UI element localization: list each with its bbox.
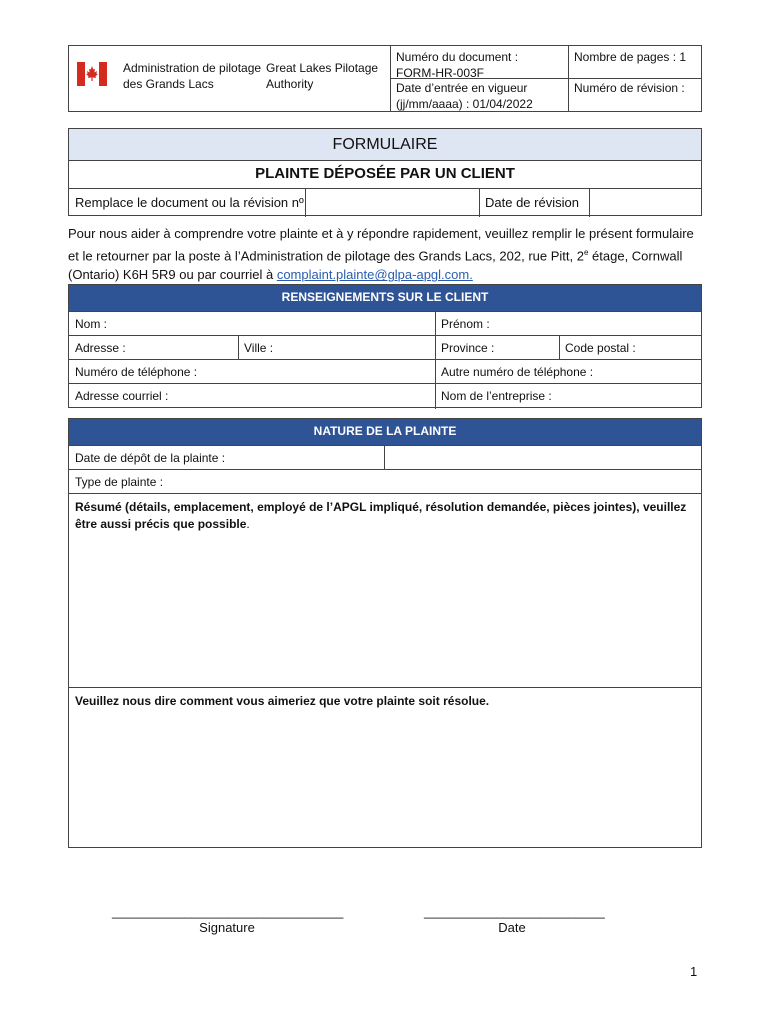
entreprise-label: Nom de l’entreprise : (441, 389, 552, 403)
form-title-block (68, 128, 702, 216)
date-line[interactable]: _________________________ (424, 904, 605, 919)
replaces-field[interactable] (305, 188, 479, 217)
telephone-label: Numéro de téléphone : (75, 365, 198, 379)
date-depot-field[interactable] (385, 446, 701, 469)
canada-flag-icon (77, 62, 107, 86)
nom-label: Nom : (75, 317, 108, 331)
resume-label: Résumé (détails, emplacement, employé de l’APGL impliqué, résolution demandée, pièces jointes), veuillez être aussi précis que possible (75, 500, 687, 531)
page-number: 1 (690, 964, 698, 979)
doc-number: FORM-HR-003F (396, 66, 485, 80)
resume-field[interactable] (69, 529, 701, 685)
date-label: Date (498, 920, 526, 935)
date-depot-label: Date de dépôt de la plainte : (75, 451, 226, 465)
resolution-field[interactable] (69, 714, 701, 846)
signature-line[interactable]: ________________________________ (112, 904, 344, 919)
code-postal-label: Code postal : (565, 341, 636, 355)
resolution-label: Veuillez nous dire comment vous aimeriez que votre plainte soit résolue. (75, 694, 490, 708)
revision-date-label: Date de révision (485, 195, 579, 210)
courriel-label: Adresse courriel : (75, 389, 169, 403)
email-link[interactable]: complaint.plainte@glpa-apgl.com. (276, 267, 473, 283)
type-plainte-label: Type de plainte : (75, 475, 164, 489)
form-title: FORMULAIRE (69, 129, 701, 161)
form-subtitle: PLAINTE DÉPOSÉE PAR UN CLIENT (69, 160, 701, 189)
org-name-en: Great Lakes Pilotage Authority (266, 61, 379, 91)
intro-paragraph: Pour nous aider à comprendre votre plainte et à y répondre rapidement, veuillez remplir le présent formulaire et le retourner par la poste à l’Administration de pilotage des Grands Lacs, 202, rue Pitt, 2e étage, Cornwall (Ontario) K6H 5R9 ou par courriel à complaint.plainte@glpa-apgl.com. (68, 226, 694, 283)
prenom-label: Prénom : (441, 317, 490, 331)
complaint-nature-heading: NATURE DE LA PLAINTE (69, 419, 701, 445)
ville-label: Ville : (244, 341, 274, 355)
revision-number-label: Numéro de révision : (574, 81, 685, 95)
province-label: Province : (441, 341, 495, 355)
client-info-section (68, 284, 702, 408)
signature-label: Signature (199, 920, 255, 935)
replaces-label: Remplace le document ou la révision nº (75, 195, 304, 210)
doc-number-label: Numéro du document : (396, 50, 519, 64)
org-name-fr: Administration de pilotage des Grands Lacs (123, 61, 262, 91)
autre-telephone-label: Autre numéro de téléphone : (441, 365, 594, 379)
revision-date-field[interactable] (589, 188, 703, 217)
client-info-heading: RENSEIGNEMENTS SUR LE CLIENT (69, 285, 701, 311)
effective-date-label: Date d’entrée en vigueur (396, 81, 528, 95)
complaint-nature-section: NATURE DE LA PLAINTE Date de dépôt de la plainte : Type de plainte : Résumé (détails, emplacement, employé de l’APGL impliqué, résolution demandée, pièces jointes), veuillez être aussi précis que possible. Veuillez nous dire comment vous aimeriez que votre plainte soit résolue. (68, 418, 702, 848)
pages-label: Nombre de pages : 1 (574, 50, 687, 64)
effective-date: (jj/mm/aaaa) : 01/04/2022 (396, 97, 533, 111)
document-header (68, 45, 702, 112)
adresse-label: Adresse : (75, 341, 126, 355)
